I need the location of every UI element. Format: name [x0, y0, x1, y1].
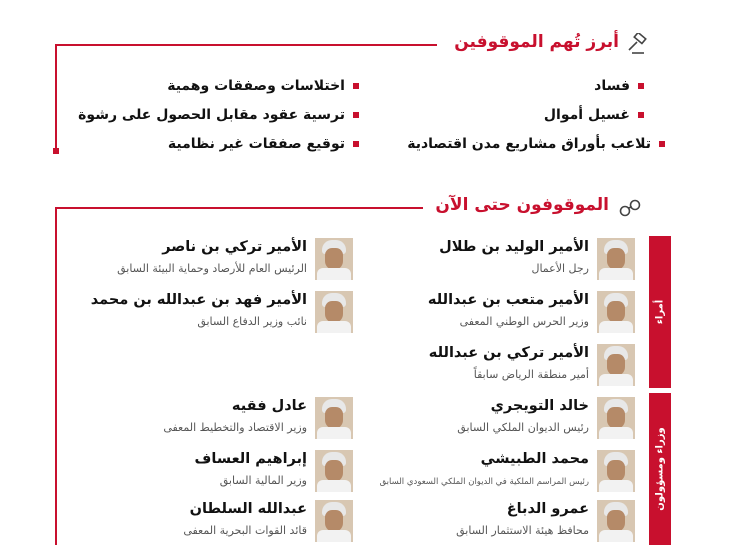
person-card [385, 500, 635, 546]
charge-item: اختلاسات وصفقات وهمية [167, 78, 359, 94]
charges-title: أبرز تُهم الموقوفين [454, 32, 619, 52]
person-title: أمير منطقة الرياض سابقاً [473, 368, 589, 381]
person-name: خالد التويجري [490, 398, 589, 414]
person-title: وزير الحرس الوطني المعفى [459, 315, 589, 328]
gavel-icon [626, 33, 648, 55]
person-title: رئيس المراسم الملكية في الديوان الملكي السعودي السابق [379, 477, 589, 487]
person-card [103, 397, 353, 443]
person-card [103, 450, 353, 496]
portrait-photo [597, 344, 635, 386]
person-card [385, 344, 635, 390]
portrait-photo [597, 450, 635, 492]
bullet-icon [353, 141, 359, 147]
person-name: عمرو الدباغ [506, 501, 589, 517]
person-name: الأمير تركي بن عبدالله [428, 345, 589, 361]
bullet-icon [659, 141, 665, 147]
group-tab-princes: أمراء [649, 236, 671, 388]
person-title: قائد القوات البحرية المعفى [183, 524, 307, 537]
charges-rule-end [53, 148, 59, 154]
person-card [385, 238, 635, 284]
person-card [379, 450, 635, 496]
person-name: الأمير فهد بن عبدالله بن محمد [90, 292, 307, 308]
portrait-photo [315, 450, 353, 492]
person-title: وزير الاقتصاد والتخطيط المعفى [163, 421, 307, 434]
person-title: محافظ هيئة الاستثمار السابق [456, 524, 589, 537]
person-name: محمد الطبيشي [480, 451, 589, 467]
charges-side-rule [55, 44, 57, 152]
person-name: إبراهيم العساف [194, 451, 307, 467]
portrait-photo [597, 397, 635, 439]
person-name: عبدالله السلطان [189, 501, 307, 517]
charge-item: غسيل أموال [544, 107, 644, 123]
person-card [385, 397, 635, 443]
bullet-icon [353, 83, 359, 89]
charge-item: ترسية عقود مقابل الحصول على رشوة [78, 107, 359, 123]
bullet-icon [638, 112, 644, 118]
person-name: الأمير متعب بن عبدالله [427, 292, 589, 308]
person-title: وزير المالية السابق [219, 474, 307, 487]
bullet-icon [353, 112, 359, 118]
detained-title: الموقوفون حتى الآن [435, 195, 609, 215]
person-card [103, 238, 353, 284]
group-tab-ministers: وزراء ومسؤولون [649, 393, 671, 545]
portrait-photo [315, 291, 353, 333]
detained-side-rule [55, 207, 57, 545]
person-title: الرئيس العام للأرصاد وحماية البيئة السابق [117, 262, 307, 275]
person-name: عادل فقيه [231, 398, 307, 414]
person-card [90, 291, 353, 337]
detained-top-rule [55, 207, 423, 209]
person-title: نائب وزير الدفاع السابق [197, 315, 307, 328]
portrait-photo [315, 238, 353, 280]
charges-top-rule [55, 44, 437, 46]
charge-item: توقيع صفقات غير نظامية [168, 136, 359, 152]
portrait-photo [597, 291, 635, 333]
person-name: الأمير الوليد بن طلال [439, 239, 589, 255]
person-title: رئيس الديوان الملكي السابق [457, 421, 589, 434]
person-card [103, 500, 353, 546]
person-title: رجل الأعمال [531, 262, 589, 275]
person-card [385, 291, 635, 337]
portrait-photo [315, 397, 353, 439]
person-name: الأمير تركي بن ناصر [162, 239, 307, 255]
handcuffs-icon [619, 197, 641, 219]
charge-item: تلاعب بأوراق مشاريع مدن اقتصادية [407, 136, 665, 152]
portrait-photo [597, 238, 635, 280]
portrait-photo [315, 500, 353, 542]
charge-item: فساد [594, 78, 644, 94]
bullet-icon [638, 83, 644, 89]
portrait-photo [597, 500, 635, 542]
